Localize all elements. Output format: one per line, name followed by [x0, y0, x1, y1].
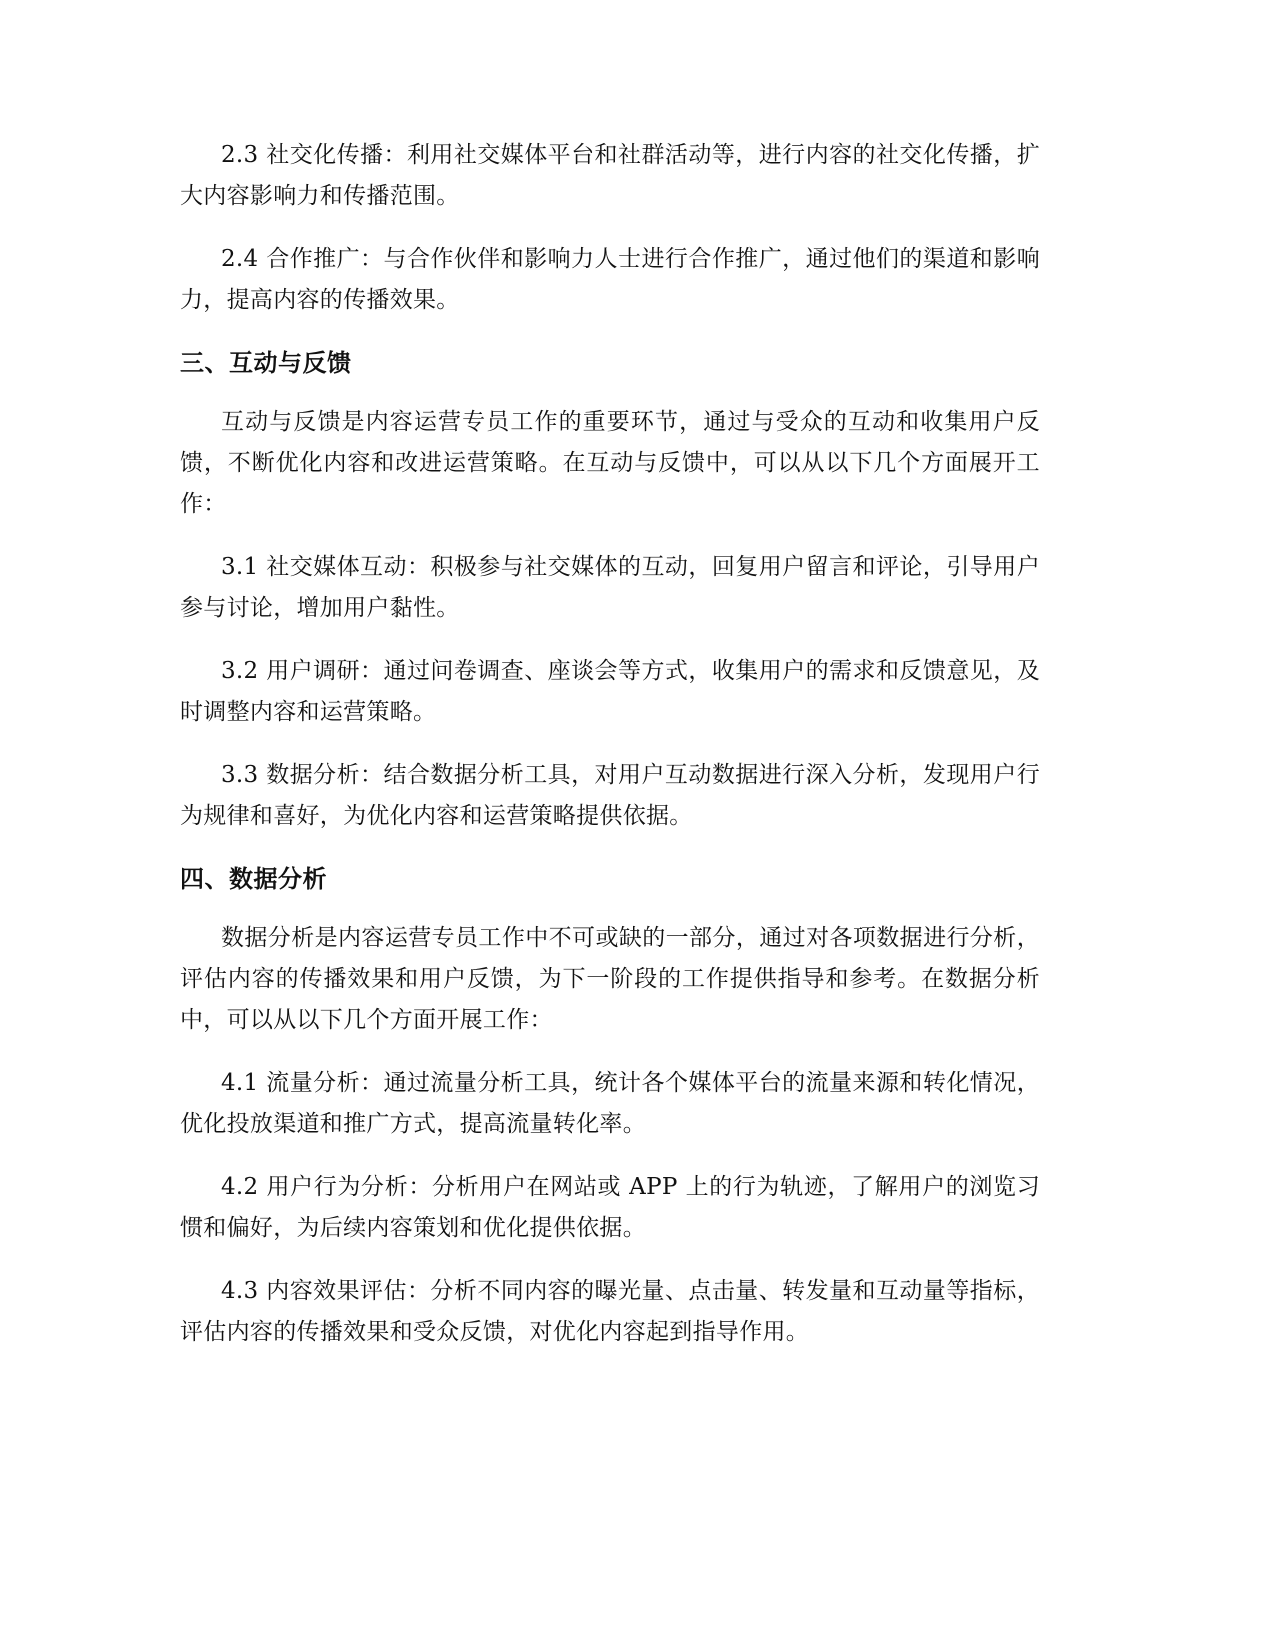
paragraph-2-3: 2.3 社交化传播：利用社交媒体平台和社群活动等，进行内容的社交化传播，扩大内容影响力和传播范围。: [180, 142, 1040, 209]
paragraph-4-1: 4.1 流量分析：通过流量分析工具，统计各个媒体平台的流量来源和转化情况，优化投放渠道和推广方式，提高流量转化率。: [180, 1070, 1040, 1137]
paragraph-4-3: 4.3 内容效果评估：分析不同内容的曝光量、点击量、转发量和互动量等指标，评估内容的传播效果和受众反馈，对优化内容起到指导作用。: [180, 1278, 1040, 1345]
paragraph-3-3: 3.3 数据分析：结合数据分析工具，对用户互动数据进行深入分析，发现用户行为规律和喜好，为优化内容和运营策略提供依据。: [180, 762, 1040, 829]
paragraph-3-intro: 互动与反馈是内容运营专员工作的重要环节，通过与受众的互动和收集用户反馈，不断优化内容和改进运营策略。在互动与反馈中，可以从以下几个方面展开工作：: [180, 409, 1040, 517]
paragraph-4-intro: 数据分析是内容运营专员工作中不可或缺的一部分，通过对各项数据进行分析，评估内容的传播效果和用户反馈，为下一阶段的工作提供指导和参考。在数据分析中，可以从以下几个方面开展工作：: [180, 925, 1040, 1033]
paragraph-3-2: 3.2 用户调研：通过问卷调查、座谈会等方式，收集用户的需求和反馈意见，及时调整内容和运营策略。: [180, 658, 1040, 725]
paragraph-4-2: 4.2 用户行为分析：分析用户在网站或 APP 上的行为轨迹，了解用户的浏览习惯和偏好，为后续内容策划和优化提供依据。: [180, 1174, 1040, 1241]
section-heading-interaction-feedback: 三、互动与反馈: [180, 349, 352, 377]
paragraph-3-1: 3.1 社交媒体互动：积极参与社交媒体的互动，回复用户留言和评论，引导用户参与讨论，增加用户黏性。: [180, 554, 1040, 621]
document-body: [180, 135, 1040, 1375]
section-heading-data-analysis: 四、数据分析: [180, 865, 327, 893]
paragraph-2-4: 2.4 合作推广：与合作伙伴和影响力人士进行合作推广，通过他们的渠道和影响力，提高内容的传播效果。: [180, 246, 1040, 313]
